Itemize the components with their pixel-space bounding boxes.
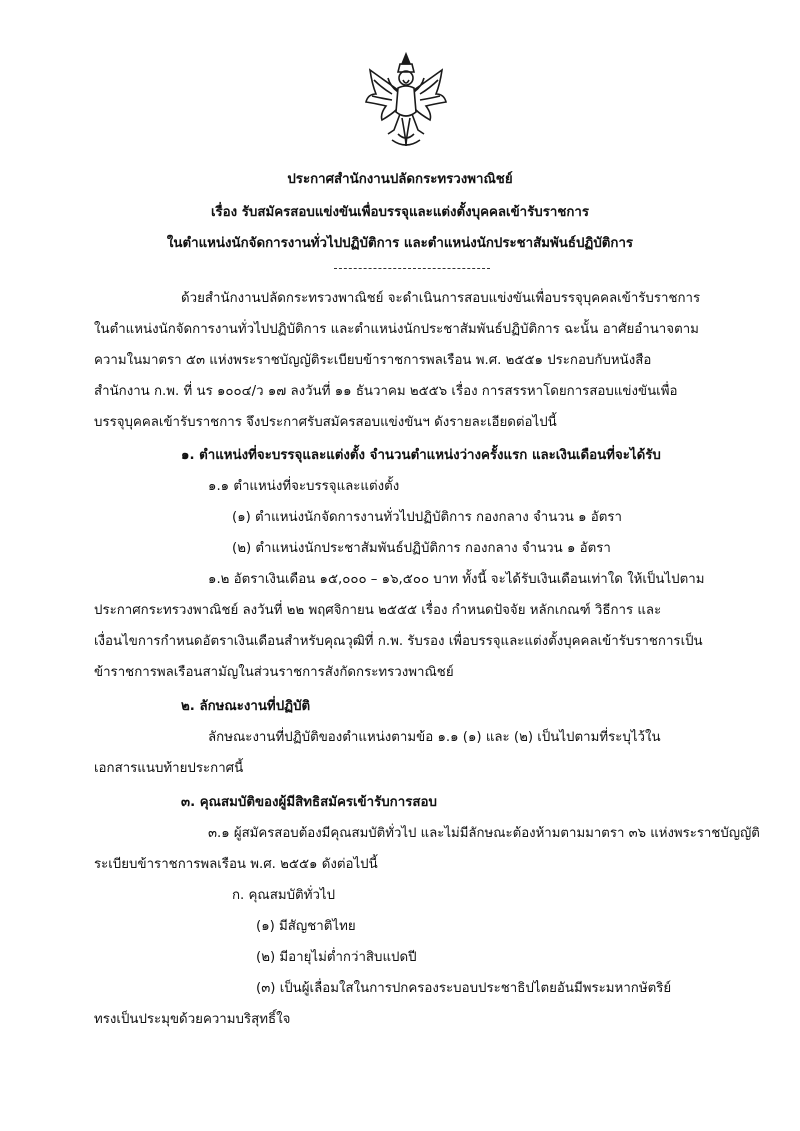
qualification-2: (๒) มีอายุไม่ต่ำกว่าสิบแปดปี (256, 950, 417, 965)
general-qualifications-label: ก. คุณสมบัติทั่วไป (232, 888, 336, 903)
intro-line-5: บรรจุบุคคลเข้ารับราชการ จึงประกาศรับสมัครสอบแข่งขันฯ ดังรายละเอียดต่อไปนี้ (94, 415, 557, 430)
intro-line-1: ด้วยสำนักงานปลัดกระทรวงพาณิชย์ จะดำเนินการสอบแข่งขันเพื่อบรรจุบุคคลเข้ารับราชการ (181, 291, 701, 306)
intro-line-2: ในตำแหน่งนักจัดการงานทั่วไปปฏิบัติการ และตำแหน่งนักประชาสัมพันธ์ปฏิบัติการ ฉะนั้น อาศัยอำนาจตาม (94, 322, 699, 337)
position-2: (๒) ตำแหน่งนักประชาสัมพันธ์ปฏิบัติการ กองกลาง จำนวน ๑ อัตรา (232, 541, 611, 556)
section-2-line-1: ลักษณะงานที่ปฏิบัติของตำแหน่งตามข้อ ๑.๑ (๑) และ (๒) เป็นไปตามที่ระบุไว้ใน (208, 730, 661, 745)
announcement-positions: ในตำแหน่งนักจัดการงานทั่วไปปฏิบัติการ และตำแหน่งนักประชาสัมพันธ์ปฏิบัติการ (166, 236, 634, 251)
salary-line-3: เงื่อนไขการกำหนดอัตราเงินเดือนสำหรับคุณวุฒิที่ ก.พ. รับรอง เพื่อบรรจุและแต่งตั้งบุคคลเข้ารับราชการเป็น (94, 634, 703, 649)
salary-line-2: ประกาศกระทรวงพาณิชย์ ลงวันที่ ๒๒ พฤศจิกายน ๒๕๕๕ เรื่อง กำหนดปัจจัย หลักเกณฑ์ วิธีการ และ (94, 603, 662, 618)
salary-line-1: ๑.๒ อัตราเงินเดือน ๑๕,๐๐๐ – ๑๖,๕๐๐ บาท ทั้งนี้ จะได้รับเงินเดือนเท่าใด ให้เป็นไปตาม (208, 572, 705, 587)
section-2-heading: ๒. ลักษณะงานที่ปฏิบัติ (181, 699, 311, 714)
header-divider (334, 268, 490, 269)
section-1-1: ๑.๑ ตำแหน่งที่จะบรรจุและแต่งตั้ง (208, 479, 400, 494)
section-3-line-1: ๓.๑ ผู้สมัครสอบต้องมีคุณสมบัติทั่วไป และไม่มีลักษณะต้องห้ามตามมาตรา ๓๖ แห่งพระราชบัญญัติ (208, 826, 760, 841)
salary-line-4: ข้าราชการพลเรือนสามัญในส่วนราชการสังกัดกระทรวงพาณิชย์ (94, 665, 454, 680)
section-1-heading: ๑. ตำแหน่งที่จะบรรจุและแต่งตั้ง จำนวนตำแหน่งว่างครั้งแรก และเงินเดือนที่จะได้รับ (181, 448, 661, 463)
garuda-emblem-icon (362, 50, 450, 150)
position-1: (๑) ตำแหน่งนักจัดการงานทั่วไปปฏิบัติการ กองกลาง จำนวน ๑ อัตรา (232, 510, 622, 525)
section-3-line-2: ระเบียบข้าราชการพลเรือน พ.ศ. ๒๕๕๑ ดังต่อไปนี้ (94, 857, 378, 872)
intro-line-4: สำนักงาน ก.พ. ที่ นร ๑๐๐๔/ว ๑๗ ลงวันที่ ๑๑ ธันวาคม ๒๕๕๖ เรื่อง การสรรหาโดยการสอบแข่งขันเพื่อ (94, 384, 678, 399)
intro-line-3: ความในมาตรา ๕๓ แห่งพระราชบัญญัติระเบียบข้าราชการพลเรือน พ.ศ. ๒๕๕๑ ประกอบกับหนังสือ (94, 353, 652, 368)
announcement-subject: เรื่อง รับสมัครสอบแข่งขันเพื่อบรรจุและแต่งตั้งบุคคลเข้ารับราชการ (210, 205, 590, 220)
section-2-line-2: เอกสารแนบท้ายประกาศนี้ (94, 761, 244, 776)
qualification-3-line-1: (๓) เป็นผู้เลื่อมใสในการปกครองระบอบประชาธิปไตยอันมีพระมหากษัตริย์ (256, 981, 672, 996)
qualification-1: (๑) มีสัญชาติไทย (256, 919, 356, 934)
section-3-heading: ๓. คุณสมบัติของผู้มีสิทธิสมัครเข้ารับการสอบ (181, 795, 437, 810)
announcement-title: ประกาศสำนักงานปลัดกระทรวงพาณิชย์ (287, 172, 513, 187)
qualification-3-line-2: ทรงเป็นประมุขด้วยความบริสุทธิ์ใจ (94, 1012, 291, 1027)
